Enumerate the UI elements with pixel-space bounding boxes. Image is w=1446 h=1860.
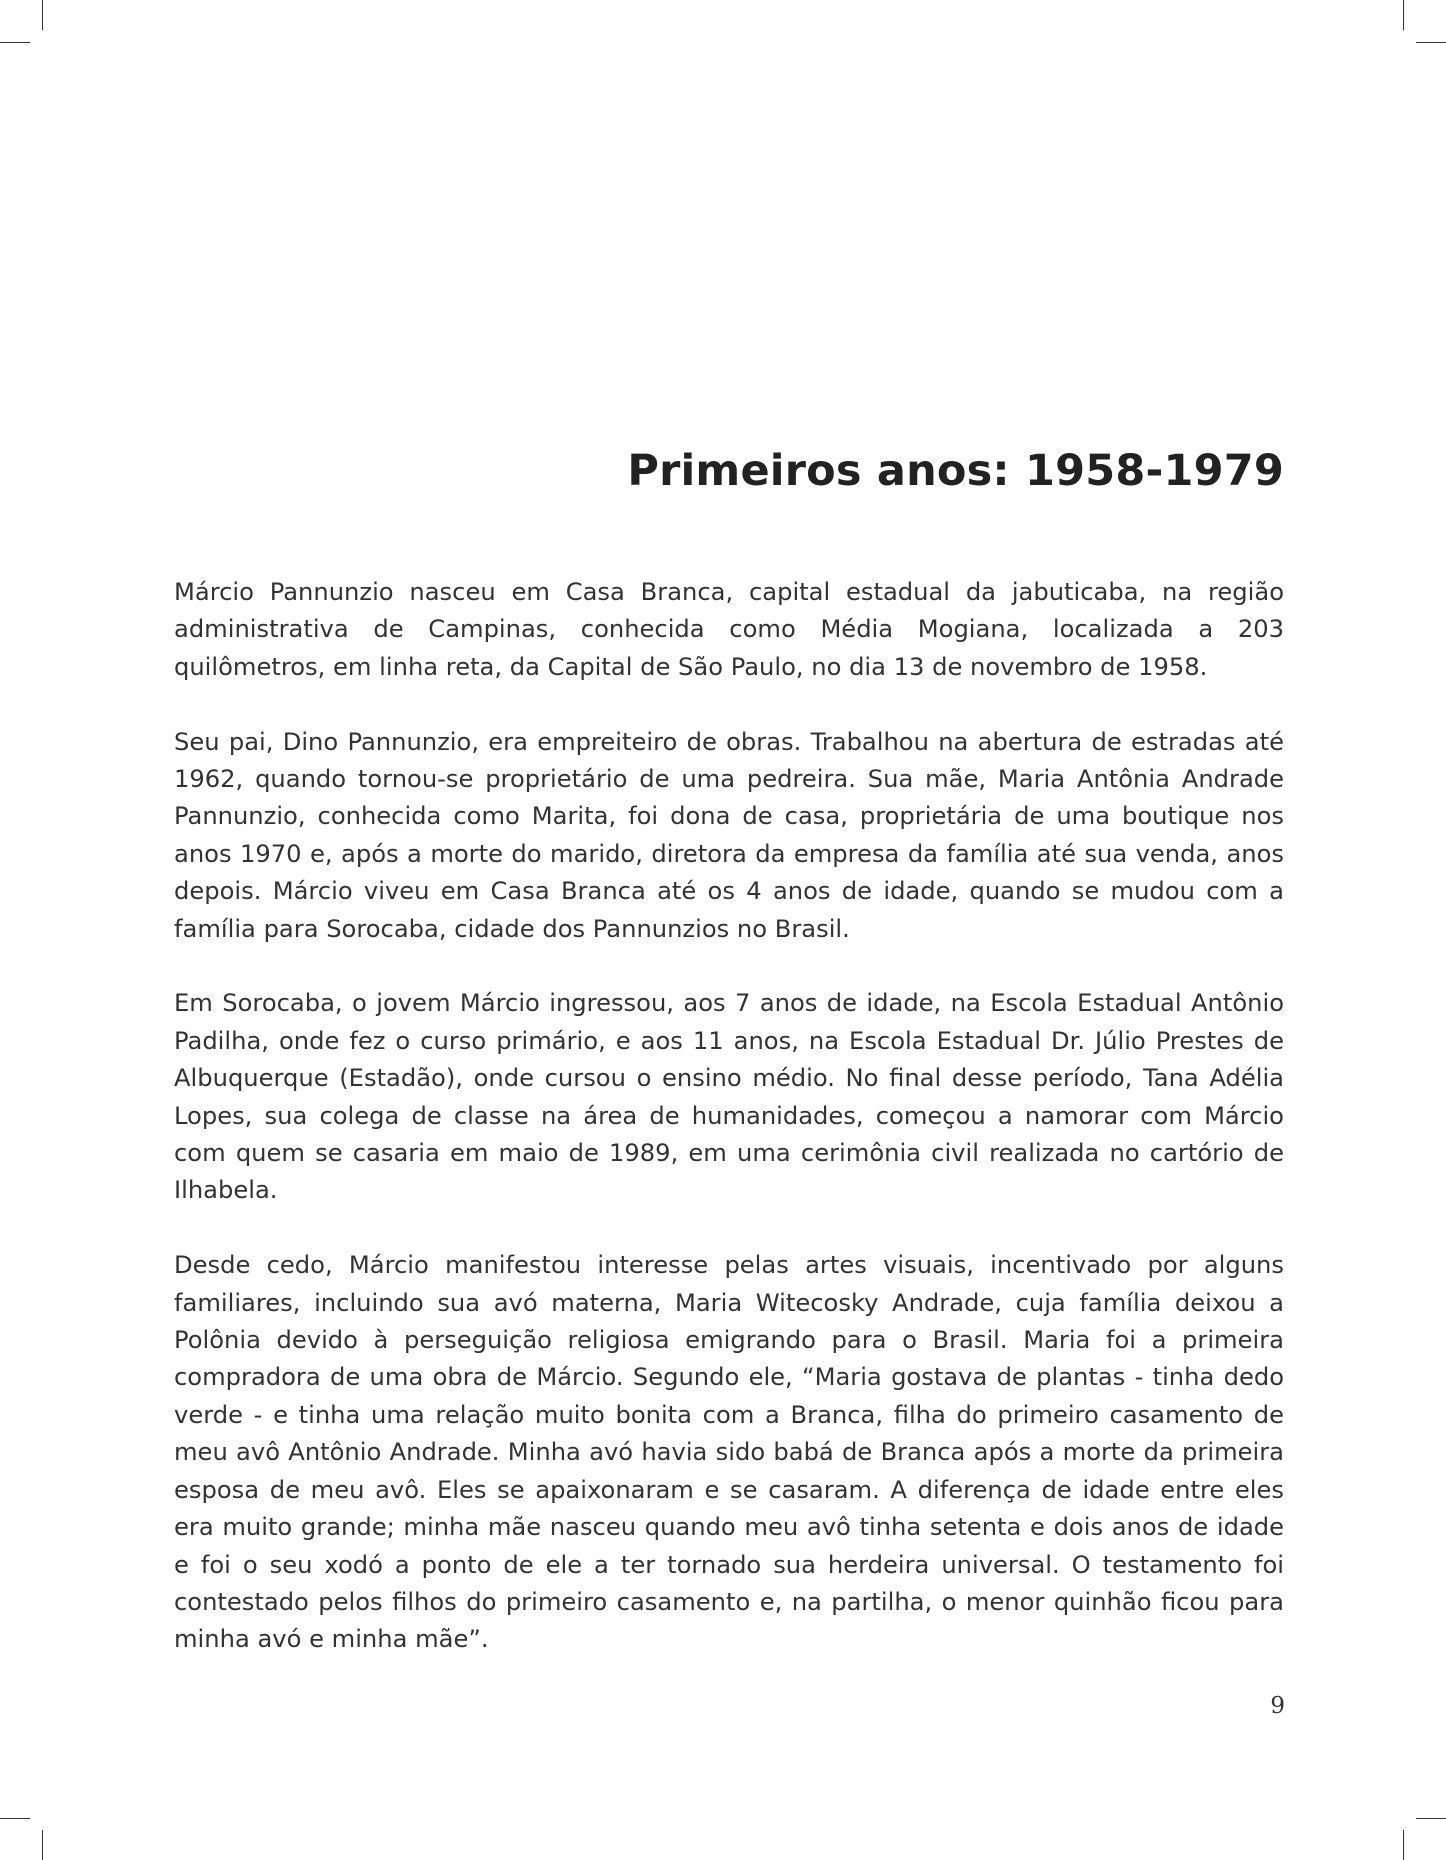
crop-mark-bottom-left-horizontal xyxy=(0,1818,30,1819)
crop-mark-bottom-left-vertical xyxy=(42,1830,43,1860)
paragraph-3: Em Sorocaba, o jovem Márcio ingressou, aos 7 anos de idade, na Escola Estadual Antônio Padilha, onde fez o curso primário, e aos 11 anos, na Escola Estadual Dr. Júlio Prestes de Albuquerque (Estadão), onde cursou o ensino médio. No final desse período, Tana Adélia Lopes, sua colega de classe na área de humanidades, começou a namorar com Márcio com quem se casaria em maio de 1989, em uma cerimônia civil realizada no cartório de Ilhabela. xyxy=(174,989,1284,1205)
crop-mark-top-left-horizontal xyxy=(0,42,30,43)
crop-mark-top-right-horizontal xyxy=(1416,42,1446,43)
paragraph-4: Desde cedo, Márcio manifestou interesse pelas artes visuais, incentivado por alguns familiares, incluindo sua avó materna, Maria Witecosky Andrade, cuja família deixou a Polônia devido à perseguição religiosa emigrando para o Brasil. Maria foi a primeira compradora de uma obra de Márcio. Segundo ele, “Maria gostava de plantas - tinha dedo verde - e tinha uma relação muito bonita com a Branca, filha do primeiro casamento de meu avô Antônio Andrade. Minha avó havia sido babá de Branca após a morte da primeira esposa de meu avô. Eles se apaixonaram e se casaram. A diferença de idade entre eles era muito grande; minha mãe nasceu quando meu avô tinha setenta e dois anos de idade e foi o seu xodó a ponto de ele a ter tornado sua herdeira universal. O testamento foi contestado pelos filhos do primeiro casamento e, na partilha, o menor quinhão ficou para minha avó e minha mãe”. xyxy=(174,1251,1284,1654)
crop-mark-top-left-vertical xyxy=(42,0,43,30)
crop-mark-bottom-right-horizontal xyxy=(1416,1818,1446,1819)
body-text xyxy=(174,574,1284,1696)
page-number: 9 xyxy=(1270,1693,1285,1719)
paragraph-1: Márcio Pannunzio nasceu em Casa Branca, capital estadual da jabuticaba, na região administrativa de Campinas, conhecida como Média Mogiana, localizada a 203 quilômetros, em linha reta, da Capital de São Paulo, no dia 13 de novembro de 1958. xyxy=(174,578,1284,681)
crop-mark-bottom-right-vertical xyxy=(1403,1830,1404,1860)
chapter-heading: Primeiros anos: 1958-1979 xyxy=(627,446,1284,496)
crop-mark-top-right-vertical xyxy=(1403,0,1404,30)
paragraph-2: Seu pai, Dino Pannunzio, era empreiteiro de obras. Trabalhou na abertura de estradas até 1962, quando tornou-se proprietário de uma pedreira. Sua mãe, Maria Antônia Andrade Pannunzio, conhecida como Marita, foi dona de casa, proprietária de uma boutique nos anos 1970 e, após a morte do marido, diretora da empresa da família até sua venda, anos depois. Márcio viveu em Casa Branca até os 4 anos de idade, quando se mudou com a família para Sorocaba, cidade dos Pannunzios no Brasil. xyxy=(174,727,1284,943)
